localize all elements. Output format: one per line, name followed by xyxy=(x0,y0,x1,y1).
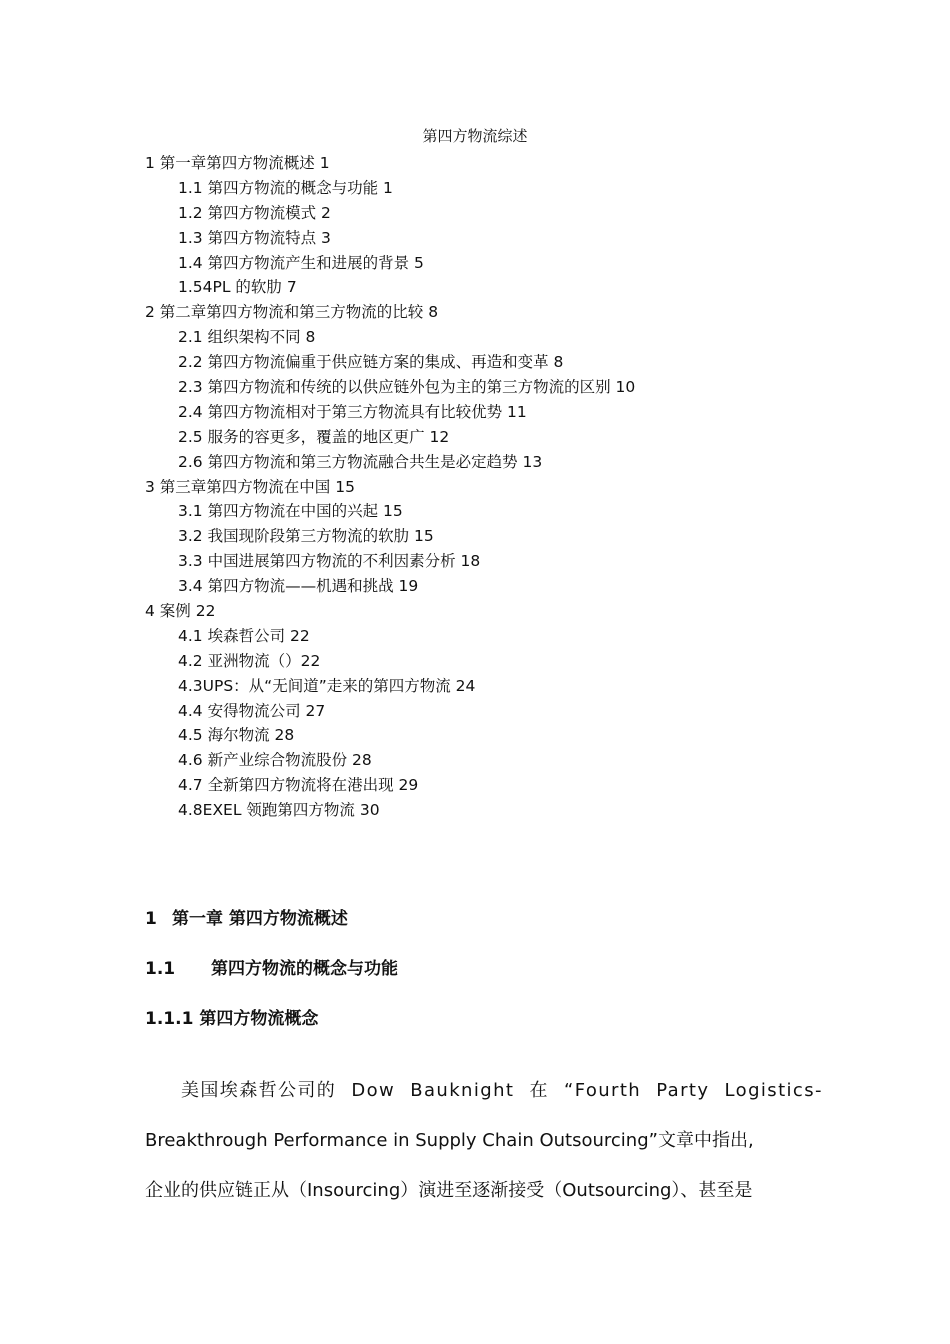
toc-section-entry: 1.2 第四方物流模式 2 xyxy=(178,203,331,222)
toc-section-entry: 4.2 亚洲物流（）22 xyxy=(178,651,321,670)
toc-section-entry: 3.4 第四方物流——机遇和挑战 19 xyxy=(178,577,419,596)
toc-section-entry: 2.5 服务的容更多，覆盖的地区更广 12 xyxy=(178,427,450,446)
toc-section-entry: 2.3 第四方物流和传统的以供应链外包为主的第三方物流的区别 10 xyxy=(178,378,636,397)
toc-chapter-entry: 2 第二章第四方物流和第三方物流的比较 8 xyxy=(145,303,439,322)
toc-section-entry: 1.3 第四方物流特点 3 xyxy=(178,228,331,247)
section-number: 1.1 xyxy=(145,959,176,979)
chapter-heading xyxy=(145,908,348,930)
body-paragraph xyxy=(145,1066,823,1216)
paragraph-line: 企业的供应链正从（Insourcing）演进至逐渐接受（Outsourcing）、甚至是 xyxy=(145,1180,753,1201)
toc-section-entry: 4.4 安得物流公司 27 xyxy=(178,701,326,720)
toc-chapter-entry: 4 案例 22 xyxy=(145,602,216,621)
toc-section-entry: 2.2 第四方物流偏重于供应链方案的集成、再造和变革 8 xyxy=(178,353,564,372)
toc-section-entry: 4.5 海尔物流 28 xyxy=(178,726,295,745)
toc-section-entry: 3.2 我国现阶段第三方物流的软肋 15 xyxy=(178,527,434,546)
paragraph-line: Breakthrough Performance in Supply Chain Outsourcing”文章中指出, xyxy=(145,1130,754,1151)
toc-section-entry: 3.1 第四方物流在中国的兴起 15 xyxy=(178,502,403,521)
toc-section-entry: 2.6 第四方物流和第三方物流融合共生是必定趋势 13 xyxy=(178,452,543,471)
toc-section-entry: 4.1 埃森哲公司 22 xyxy=(178,626,310,645)
toc-section-entry: 1.4 第四方物流产生和进展的背景 5 xyxy=(178,253,424,272)
paragraph-line: 美国埃森哲公司的 Dow Bauknight 在 “Fourth Party Logistics- xyxy=(181,1080,823,1101)
toc-section-entry: 4.7 全新第四方物流将在港出现 29 xyxy=(178,776,419,795)
section-heading xyxy=(145,958,398,980)
toc-section-entry: 4.8EXEL 领跑第四方物流 30 xyxy=(178,801,380,820)
toc-section-entry: 2.4 第四方物流相对于第三方物流具有比较优势 11 xyxy=(178,402,527,421)
section-title: 第四方物流的概念与功能 xyxy=(211,959,398,979)
toc-section-entry: 4.6 新产业综合物流股份 28 xyxy=(178,751,372,770)
table-of-contents xyxy=(145,151,825,823)
toc-chapter-entry: 1 第一章第四方物流概述 1 xyxy=(145,154,330,172)
toc-section-entry: 3.3 中国进展第四方物流的不利因素分析 18 xyxy=(178,552,481,571)
chapter-number: 1 xyxy=(145,909,157,929)
document-title: 第四方物流综述 xyxy=(422,127,528,145)
toc-section-entry: 2.1 组织架构不同 8 xyxy=(178,328,316,347)
toc-chapter-entry: 3 第三章第四方物流在中国 15 xyxy=(145,477,355,496)
toc-section-entry: 1.54PL 的软肋 7 xyxy=(178,278,297,297)
chapter-title: 第一章 第四方物流概述 xyxy=(172,909,348,929)
toc-section-entry: 1.1 第四方物流的概念与功能 1 xyxy=(178,178,393,197)
toc-section-entry: 4.3UPS：从“无间道”走来的第四方物流 24 xyxy=(178,676,476,695)
subsection-heading: 1.1.1 第四方物流概念 xyxy=(145,1009,319,1029)
